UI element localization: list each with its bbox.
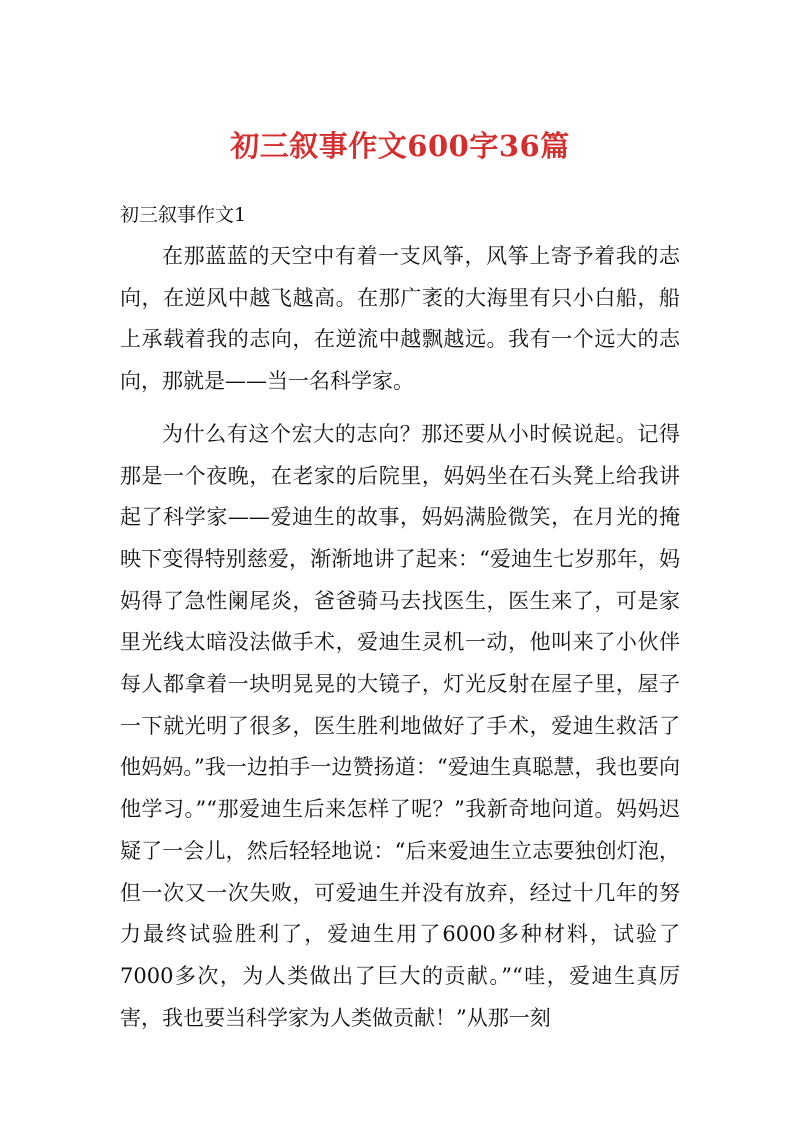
paragraph: 为什么有这个宏大的志向？那还要从小时候说起。记得那是一个夜晚，在老家的后院里，妈妈坐在石头凳上给我讲起了科学家——爱迪生的故事，妈妈满脸微笑，在月光的掩映下变得特别慈爱，渐渐地讲了起来：“爱迪生七岁那年，妈妈得了急性阑尾炎，爸爸骑马去找医生，医生来了，可是家里光线太暗没法做手术，爱迪生灵机一动，他叫来了小伙伴每人都拿着一块明晃晃的大镜子，灯光反射在屋子里，屋子一下就光明了很多，医生胜利地做好了手术，爱迪生救活了他妈妈。”我一边拍手一边赞扬道：“爱迪生真聪慧，我也要向他学习。”“那爱迪生后来怎样了呢？”我新奇地问道。妈妈迟疑了一会儿，然后轻轻地说：“后来爱迪生立志要独创灯泡，但一次又一次失败，可爱迪生并没有放弃，经过十几年的努力最终试验胜利了，爱迪生用了6000多种材料，试验了7000多次，为人类做出了巨大的贡献。”“哇，爱迪生真厉害，我也要当科学家为人类做贡献！”从那一刻 bbox=[120, 421, 680, 1030]
section-heading: 初三叙事作文1 bbox=[120, 204, 247, 226]
document-title: 初三叙事作文600字36篇 bbox=[230, 129, 570, 163]
paragraph: 在那蓝蓝的天空中有着一支风筝，风筝上寄予着我的志向，在逆风中越飞越高。在那广袤的大海里有只小白船，船上承载着我的志向，在逆流中越飘越远。我有一个远大的志向，那就是——当一名科学家。 bbox=[120, 244, 680, 394]
article-body bbox=[120, 236, 680, 1050]
